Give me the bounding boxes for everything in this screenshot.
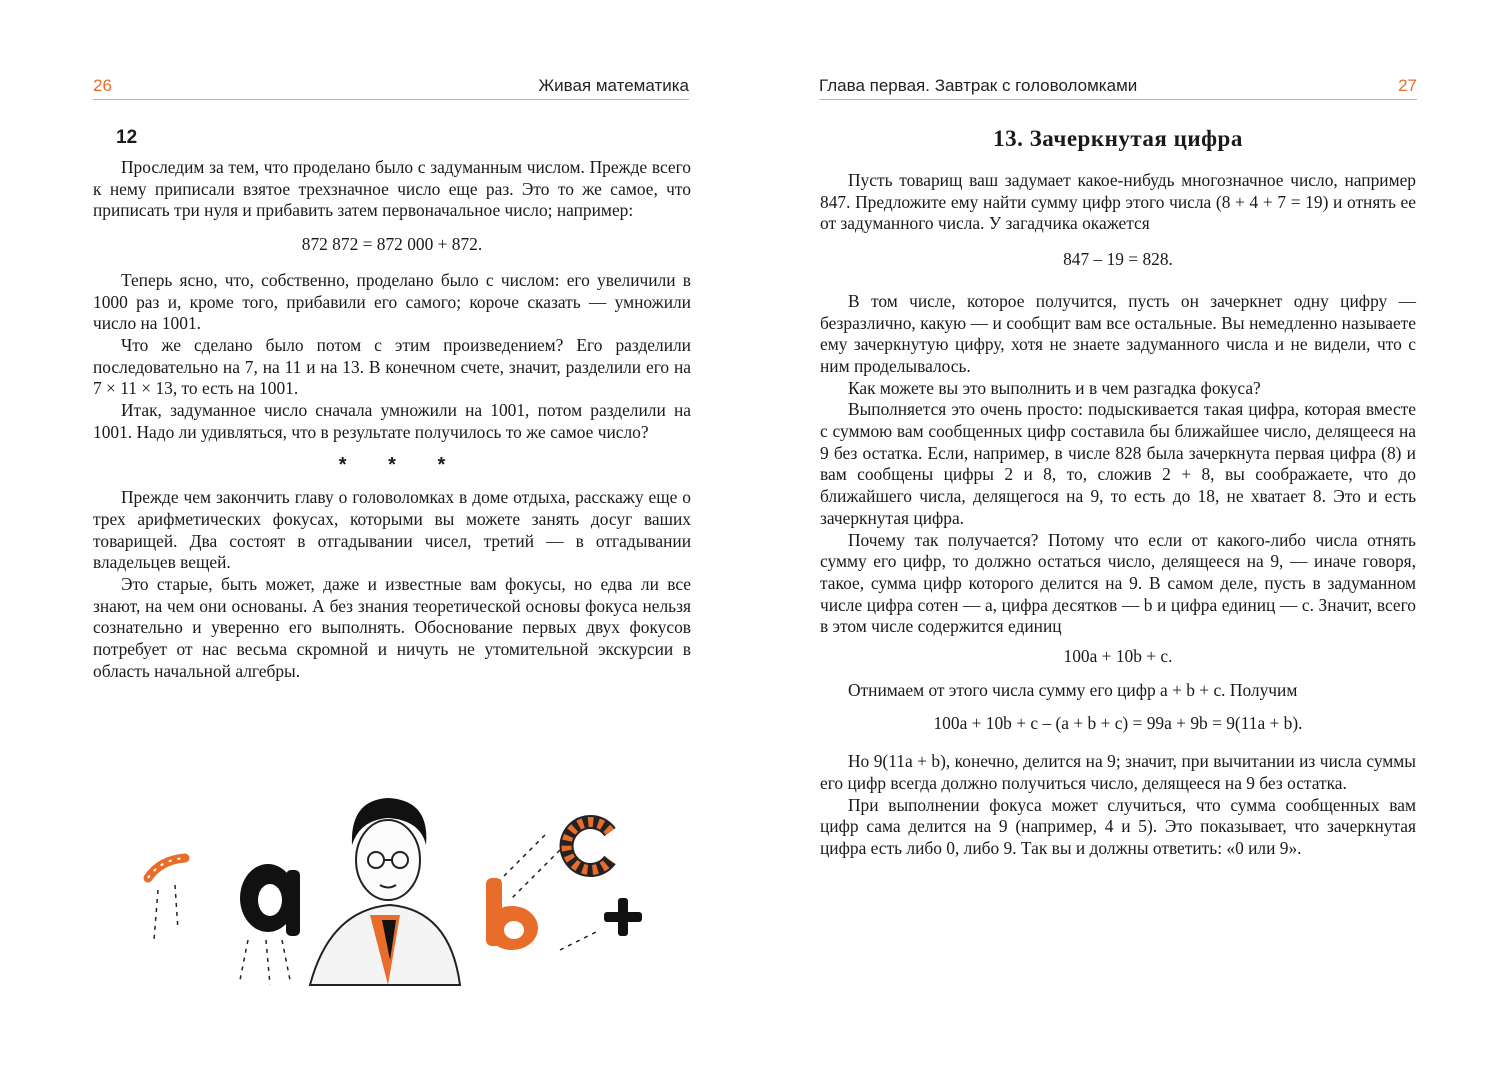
formula: 100a + 10b + c. <box>1063 646 1173 667</box>
paragraph: Итак, задуманное число сначала умножили на 1001, потом разделили на 1001. Надо ли удивляться, что в результате получилось то же самое число? <box>93 400 691 442</box>
section-divider: * * * <box>338 454 464 477</box>
header-rule <box>93 99 689 100</box>
paragraph: Выполняется это очень просто: подыскивается такая цифра, которая вместе с суммою вам сообщенных цифр составила бы ближайшее число, делящееся на 9 без остатка. Если, например, в числе 828 была зачеркнута первая цифра (8) и вам сообщены цифры 2 и 8, то, сложив 2 + 8, вы соображаете, что до ближайшего числа, делящегося на 9, то есть до 18, не хватает 8. Это и есть зачеркнутая цифра. <box>820 399 1416 528</box>
plus-shape <box>560 898 642 950</box>
formula: 847 – 19 = 828. <box>1063 249 1173 270</box>
paragraph: При выполнении фокуса может случиться, что сумма сообщенных вам цифр сама делится на 9 (например, 4 и 5). Это показывает, что зачеркнутая цифра есть либо 0, либо 9. Так вы и должны ответить: «0 или 9». <box>820 794 1416 858</box>
running-head <box>819 74 1417 98</box>
chapter-title: 13. Зачеркнутая цифра <box>993 126 1243 151</box>
right-page <box>756 0 1512 1080</box>
scientist-portrait <box>310 798 460 985</box>
paragraph: Это старые, быть может, даже и известные вам фокусы, но едва ли все знают, на чем они основаны. А без знания теоретической основы фокуса нельзя сознательно и уверенно его выполнять. Обоснование первых двух фокусов потребует от нас весьма скромной и ничуть не утомительной экскурсии в область начальной алгебры. <box>93 573 691 681</box>
boomerang-shape <box>148 858 185 940</box>
paragraph: Прежде чем закончить главу о головоломках в доме отдыха, расскажу еще о трех арифметических фокусах, которыми вы можете занять досуг ваших товарищей. Два состоят в отгадывании чисел, третий — в отгадывании владельцев вещей. <box>93 487 691 573</box>
answer-label: 12 <box>116 127 138 148</box>
paragraph: Как можете вы это выполнить и в чем разгадка фокуса? <box>848 377 1261 398</box>
formula: 872 872 = 872 000 + 872. <box>301 234 483 255</box>
letter-b-shape <box>486 878 538 950</box>
paragraph: Но 9(11a + b), конечно, делится на 9; значит, при вычитании из числа суммы его цифр всегда должно получиться число, делящееся на 9 без остатка. <box>820 751 1416 793</box>
paragraph: Отнимаем от этого числа сумму его цифр a + b + c. Получим <box>848 679 1298 700</box>
letter-c-shape <box>490 822 610 900</box>
paragraph: Почему так получается? Потому что если от какого-либо числа отнять сумму его цифр, то должно остаться число, делящееся на 9, — иначе говоря, такое, сумма цифр которого делится на 9. В самом деле, пусть в задуманном числе цифра сотен — a, цифра десятков — b и цифра единиц — c. Значит, всего в этом числе содержится единиц <box>820 529 1416 637</box>
paragraph: Проследим за тем, что проделано было с задуманным числом. Прежде всего к нему приписали взятое трехзначное число еще раз. Это то же самое, что приписать три нуля и прибавить затем первоначальное число; например: <box>93 157 691 221</box>
running-title: Глава первая. Завтрак с головоломками <box>819 76 1138 95</box>
paragraph: Пусть товарищ ваш задумает какое-нибудь многозначное число, например 847. Предложите ему найти сумму цифр этого числа (8 + 4 + 7 = 19) и отнять ее от задуманного числа. У загадчика окажется <box>820 170 1416 234</box>
illustration <box>130 790 650 990</box>
right-text-block <box>820 170 1416 860</box>
paragraph: Что же сделано было потом с этим произведением? Его разделили последовательно на 7, на 11 и на 13. В конечном счете, значит, разделили его на 7 × 11 × 13, то есть на 1001. <box>93 334 691 399</box>
formula: 100a + 10b + c – (a + b + c) = 99a + 9b = 9(11a + b). <box>933 713 1303 734</box>
page-number: 27 <box>1398 76 1417 95</box>
paragraph: Теперь ясно, что, собственно, проделано было с числом: его увеличили в 1000 раз и, кроме того, прибавили его самого; короче сказать — умножили число на 1001. <box>93 269 691 334</box>
left-text-block <box>93 157 691 682</box>
running-title: Живая математика <box>538 76 689 95</box>
paragraph: В том числе, которое получится, пусть он зачеркнет одну цифру — безразлично, какую — и сообщит вам все остальные. Вы немедленно называете ему зачеркнутую цифру, хотя не знаете задуманного числа и не видели, что с ним проделывалось. <box>820 290 1416 376</box>
header-rule <box>819 99 1417 100</box>
page-number: 26 <box>93 76 112 95</box>
letter-a-shape <box>240 864 300 985</box>
running-head <box>93 74 689 98</box>
